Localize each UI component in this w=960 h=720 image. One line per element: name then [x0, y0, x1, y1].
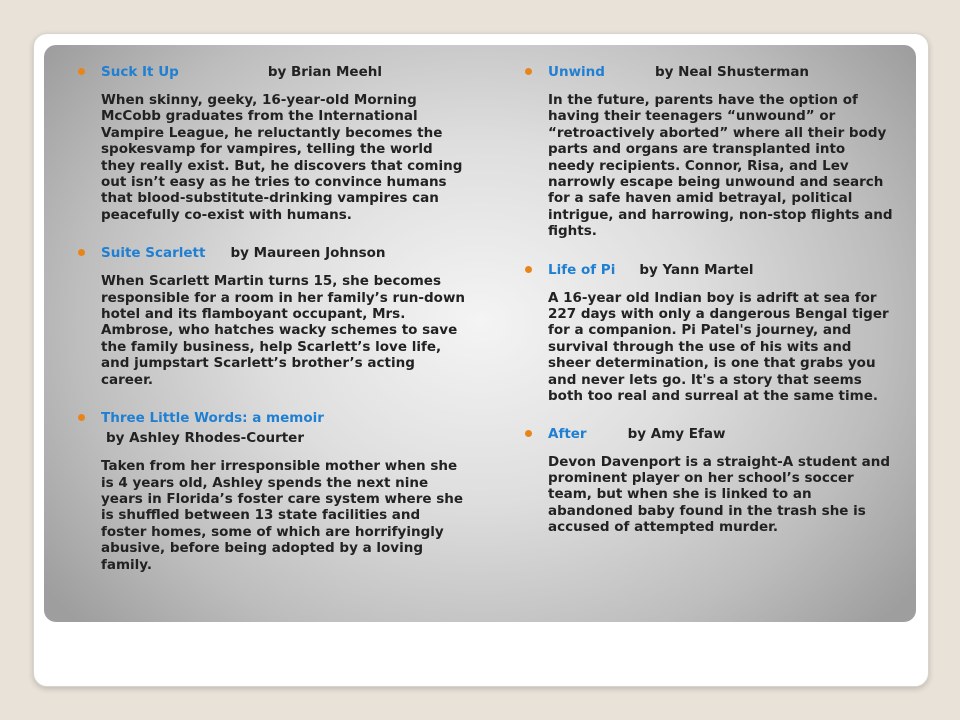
- book-author: by Neal Shusterman: [654, 64, 810, 80]
- book-title: Unwind: [548, 64, 605, 80]
- left-column: [77, 64, 467, 573]
- book-description: A 16-year old Indian boy is adrift at sea for 227 days with only a dangerous Bengal tiger for a companion. Pi Patel's journey, and survival through the use of his wits and sheer determination, is one that grabs you and never lets go. It's a story that seems both too real and surreal at the same time.: [548, 289, 889, 405]
- book-author: by Amy Efaw: [627, 425, 726, 442]
- book-title: Life of Pi: [548, 261, 616, 278]
- bullet-dot-icon: [525, 430, 532, 437]
- bullet-dot-icon: [78, 249, 85, 256]
- book-entry: [77, 64, 467, 223]
- book-entry: [524, 64, 894, 240]
- book-author: by Yann Martel: [639, 261, 754, 278]
- book-heading: [77, 245, 467, 262]
- book-entry: [524, 426, 894, 536]
- book-heading: [524, 426, 894, 443]
- book-entry: [524, 262, 894, 405]
- book-entry: [77, 245, 467, 388]
- book-heading: [77, 410, 467, 427]
- book-description: When skinny, geeky, 16-year-old Morning McCobb graduates from the International Vampire League, he reluctantly becomes the spokesvamp for vampires, telling the world they really exist. But, he discovers that coming out isn’t easy as he tries to convince humans that blood-substitute-drinking vampires can peacefully co-exist with humans.: [101, 92, 463, 223]
- bullet-dot-icon: [525, 68, 532, 75]
- book-description: Devon Davenport is a straight-A student and prominent player on her school’s soccer team, but when she is linked to an abandoned baby found in the trash she is accused of attempted murder.: [548, 453, 890, 536]
- book-author: by Brian Meehl: [267, 64, 382, 80]
- bullet-dot-icon: [525, 266, 532, 273]
- book-author: by Maureen Johnson: [230, 245, 386, 262]
- book-description: When Scarlett Martin turns 15, she becomes responsible for a room in her family’s run-down hotel and its flamboyant occupant, Mrs. Ambrose, who hatches wacky schemes to save the family business, help Scarlett’s love life, and jumpstart Scarlett’s brother’s acting career.: [101, 273, 466, 388]
- content-panel: [44, 45, 916, 622]
- book-heading: [77, 64, 467, 81]
- book-title: After: [548, 425, 587, 442]
- book-description: In the future, parents have the option of having their teenagers “unwound” or “retroactively aborted” where all their body parts and organs are transplanted into needy recipients. Connor, Risa, and Lev narrowly escape being unwound and search for a safe haven amid betrayal, political intrigue, and harrowing, non-stop flights and fights.: [548, 92, 893, 240]
- right-column: [524, 64, 894, 536]
- book-title: Three Little Words: a memoir: [101, 410, 324, 427]
- bullet-dot-icon: [78, 68, 85, 75]
- bullet-dot-icon: [78, 414, 85, 421]
- book-author: by Ashley Rhodes-Courter: [106, 430, 304, 447]
- book-heading: [524, 262, 894, 279]
- book-heading: [524, 64, 894, 81]
- book-entry: [77, 410, 467, 573]
- book-title: Suite Scarlett: [101, 245, 206, 262]
- book-title: Suck It Up: [101, 64, 179, 80]
- book-description: Taken from her irresponsible mother when she is 4 years old, Ashley spends the next nine years in Florida’s foster care system where she is shuffled between 13 state facilities and foster homes, some of which are horrifyingly abusive, before being adopted by a loving family.: [101, 458, 464, 573]
